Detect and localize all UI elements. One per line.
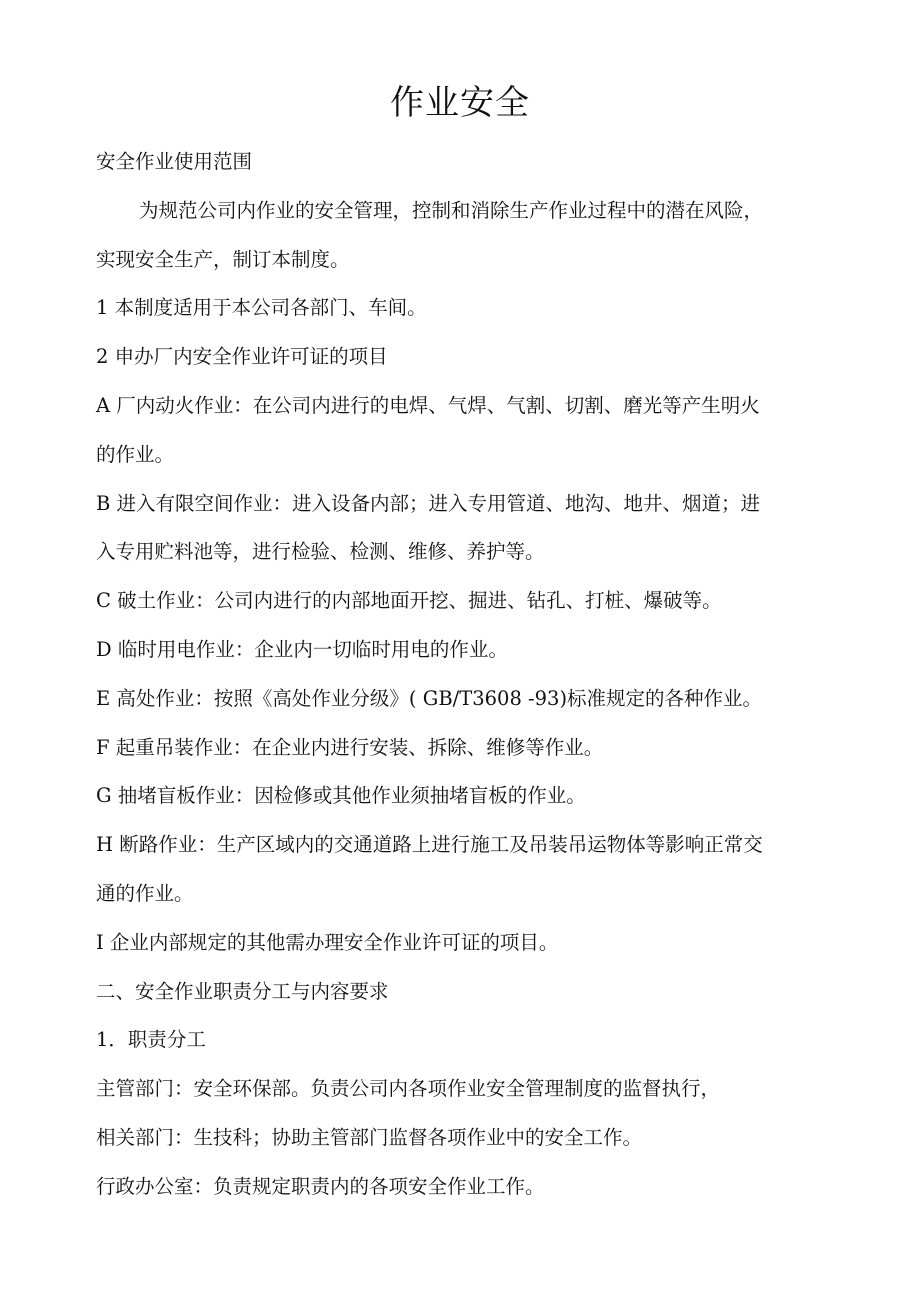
text-line: B 进入有限空间作业：进入设备内部；进入专用管道、地沟、地井、烟道；进 — [96, 491, 761, 515]
text-line: I 企业内部规定的其他需办理安全作业许可证的项目。 — [96, 930, 559, 954]
text-line: 为规范公司内作业的安全管理，控制和消除生产作业过程中的潜在风险， — [139, 198, 764, 222]
text-line: 相关部门：生技科；协助主管部门监督各项作业中的安全工作。 — [96, 1125, 643, 1149]
document-body — [96, 138, 826, 1212]
text-line: C 破土作业：公司内进行的内部地面开挖、掘进、钻孔、打桩、爆破等。 — [96, 589, 722, 613]
text-line: 行政办公室：负责规定职责内的各项安全作业工作。 — [96, 1174, 545, 1198]
text-line: 通的作业。 — [96, 881, 194, 905]
text-line: 安全作业使用范围 — [96, 150, 253, 173]
text-line: 1．职责分工 — [96, 1028, 206, 1052]
text-line: A 厂内动火作业：在公司内进行的电焊、气焊、气割、切割、磨光等产生明火 — [96, 393, 760, 417]
text-line: F 起重吊装作业：在企业内进行安装、拆除、维修等作业。 — [96, 735, 604, 759]
text-line: H 断路作业：生产区域内的交通道路上进行施工及吊装吊运物体等影响正常交 — [96, 833, 763, 857]
text-line: 的作业。 — [96, 442, 175, 466]
text-line: 实现安全生产，制订本制度。 — [96, 247, 350, 271]
text-line: 二、安全作业职责分工与内容要求 — [96, 979, 389, 1003]
text-line: E 高处作业：按照《高处作业分级》( GB/T3608 -93)标准规定的各种作业。 — [96, 686, 763, 710]
text-line: 2 申办厂内安全作业许可证的项目 — [96, 345, 388, 369]
text-line: D 临时用电作业：企业内一切临时用电的作业。 — [96, 637, 508, 661]
text-line: 主管部门：安全环保部。负责公司内各项作业安全管理制度的监督执行， — [96, 1077, 721, 1101]
text-line: 1 本制度适用于本公司各部门、车间。 — [96, 296, 427, 320]
text-line: G 抽堵盲板作业：因检修或其他作业须抽堵盲板的作业。 — [96, 784, 586, 808]
document-title: 作业安全 — [390, 83, 530, 123]
text-line: 入专用贮料池等，进行检验、检测、维修、养护等。 — [96, 540, 545, 564]
